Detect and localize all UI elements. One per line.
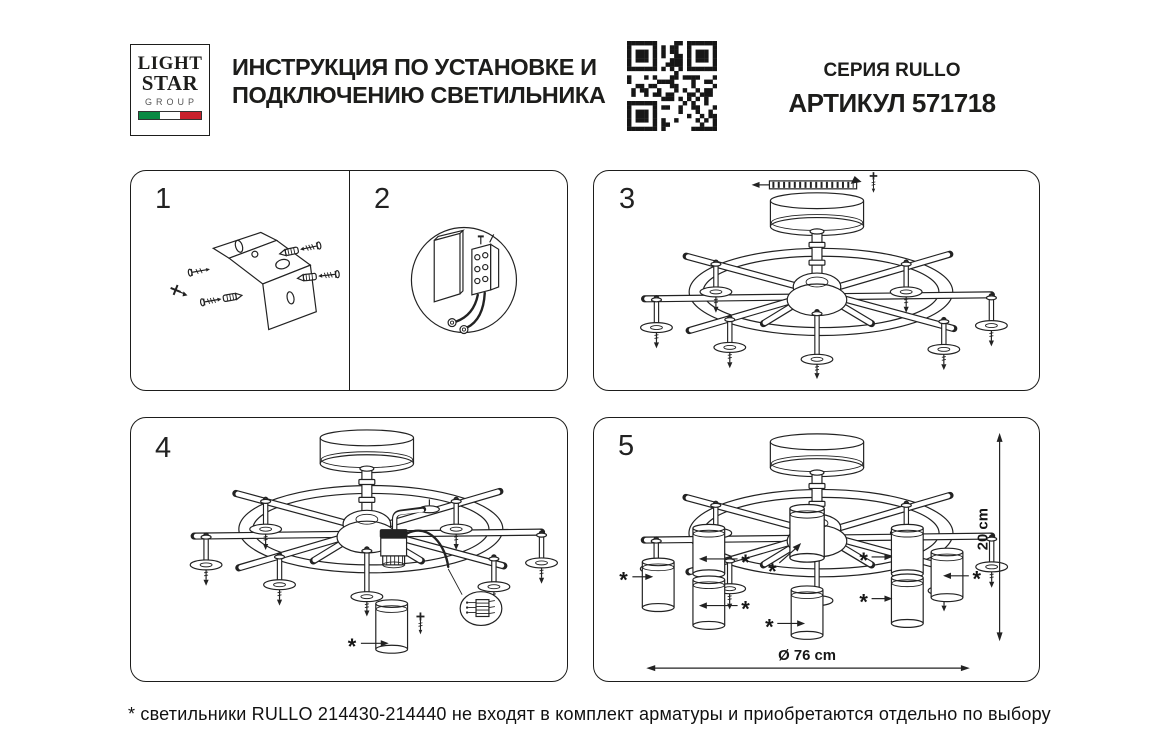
asterisk-label: * <box>859 547 868 573</box>
flag-green <box>139 112 160 119</box>
lightstar-logo <box>130 44 210 136</box>
asterisk-label: * <box>741 596 750 622</box>
italian-flag-bar-icon <box>138 111 202 120</box>
chandelier-frame <box>190 430 557 617</box>
step-3-illustration <box>594 171 1039 390</box>
chandelier-frame <box>641 193 1008 379</box>
step-2-number: 2 <box>374 183 391 215</box>
cross-screw-icon <box>171 285 188 296</box>
height-dimension <box>976 433 1003 641</box>
step-5-number: 5 <box>618 430 635 462</box>
asterisk-label: * <box>347 634 357 660</box>
diameter-dimension <box>646 648 970 671</box>
step-1-2-illustration <box>131 171 567 390</box>
wiring-detail-illustration <box>411 227 516 333</box>
footnote: * светильники RULLO 214430-214440 не входят в комплект арматуры и приобретаются отдельно по выбору <box>128 704 1051 724</box>
qr-code-icon <box>627 41 717 131</box>
step-1-number: 1 <box>155 183 172 215</box>
page-title-line-1: ИНСТРУКЦИЯ ПО УСТАНОВКЕ И <box>232 54 597 80</box>
step-4-illustration <box>131 418 567 681</box>
asterisk-label: * <box>972 566 982 592</box>
logo-line-3: GROUP <box>144 97 198 107</box>
logo-line-1: LIGHT <box>137 53 203 74</box>
lamp-shade <box>376 600 408 653</box>
asterisk-label: * <box>768 558 777 584</box>
panel-step-5 <box>593 417 1040 682</box>
logo-line-2: STAR <box>141 71 199 95</box>
product-info <box>782 60 1002 119</box>
flag-white <box>160 112 181 119</box>
step-3-number: 3 <box>619 183 636 215</box>
screw-icon <box>416 612 424 634</box>
page-title-line-2: ПОДКЛЮЧЕНИЮ СВЕТИЛЬНИКА <box>232 82 606 108</box>
series-label: СЕРИЯ RULLO <box>823 60 961 81</box>
ceiling-bracket-bar <box>752 172 878 193</box>
asterisk-label: * <box>619 567 628 593</box>
article-number: АРТИКУЛ 571718 <box>788 88 996 118</box>
bracket-illustration <box>171 232 340 329</box>
page-title <box>232 53 605 109</box>
panel-step-4 <box>130 417 568 682</box>
step-5-illustration <box>594 418 1039 681</box>
panel-step-3 <box>593 170 1040 391</box>
panel-steps-1-2 <box>130 170 568 391</box>
asterisk-label: * <box>859 589 868 615</box>
flag-red <box>180 112 201 119</box>
asterisk-label: * <box>765 614 774 640</box>
height-dimension-label: 20 cm <box>975 508 992 551</box>
loose-screw-icon <box>188 266 211 277</box>
diameter-dimension-label: Ø 76 cm <box>778 648 837 665</box>
asterisk-label: * <box>741 549 750 575</box>
step-4-number: 4 <box>155 432 172 464</box>
